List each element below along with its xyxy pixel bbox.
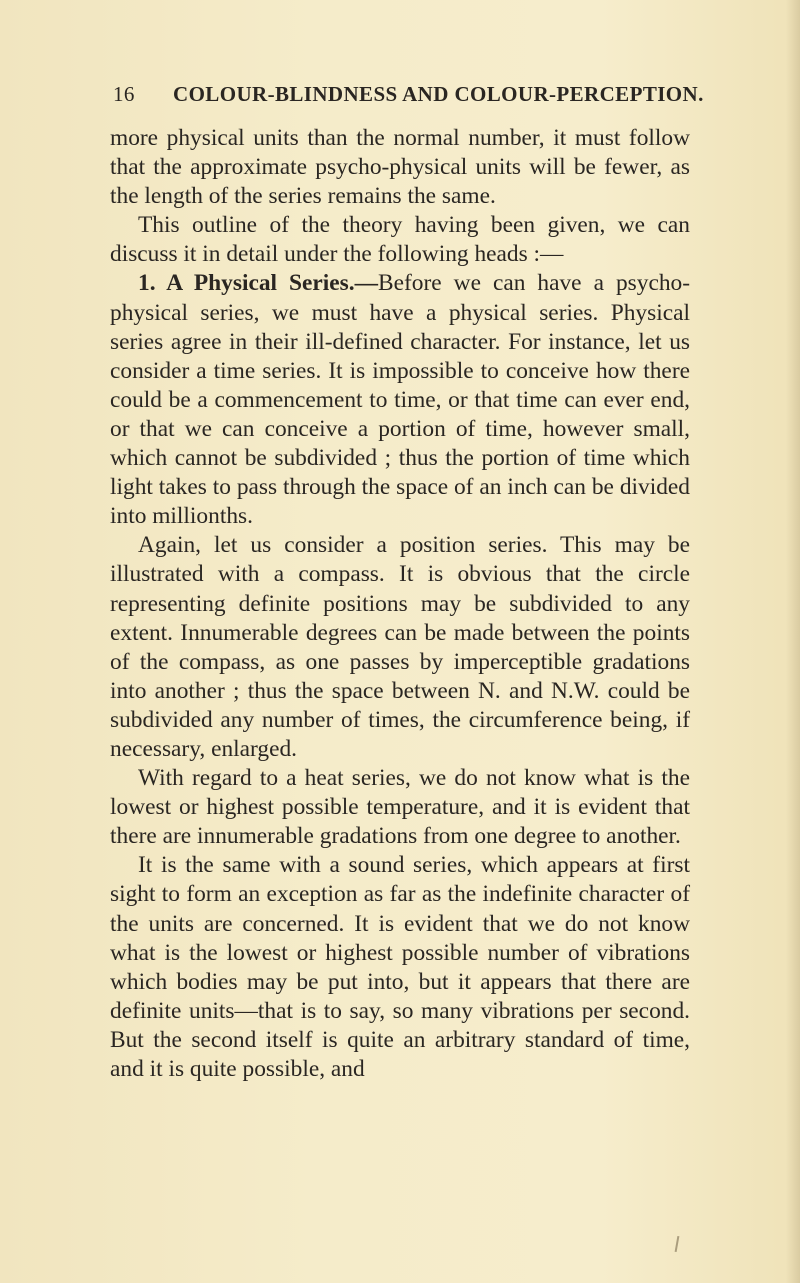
body-text bbox=[110, 124, 690, 1084]
paragraph: With regard to a heat series, we do not know what is the lowest or highest possible temperature, and it is evident that there are innumerable gradations from one degree to another. bbox=[110, 765, 690, 850]
page-number: 16 bbox=[113, 82, 135, 106]
paragraph-continued: more physical units than the normal number, it must follow that the approximate psycho-physical units will be fewer, as the length of the series remains the same. bbox=[110, 125, 690, 210]
paragraph-section-1 bbox=[110, 269, 690, 531]
paragraph: This outline of the theory having been given, we can discuss it in detail under the following heads :— bbox=[110, 212, 690, 268]
section-heading: 1. A Physical Series.— bbox=[138, 270, 379, 297]
ink-mark bbox=[675, 1236, 680, 1252]
section-1-text: Before we can have a psycho-physical series, we must have a physical series. Physical series agree in their ill-defined character. For instance, let us consider a time series. It is impossible to conceive how there could be a commencement to time, or that time can ever end, or that we can conceive a portion of time, however small, which cannot be subdivided ; thus the portion of time which light takes to pass through the space of an inch can be divided into millionths. bbox=[110, 270, 691, 530]
paragraph: It is the same with a sound series, which appears at first sight to form an exception as far as the indefinite character of the units are concerned. It is evident that we do not know what is the lowest or highest possible number of vibrations which bodies may be put into, but it appears that there are definite units—that is to say, so many vibrations per second. But the second itself is quite an arbitrary standard of time, and it is quite possible, and bbox=[110, 852, 690, 1082]
running-head bbox=[113, 82, 704, 112]
running-title: COLOUR-BLINDNESS AND COLOUR-PERCEPTION. bbox=[173, 82, 704, 106]
page-edge-shadow bbox=[786, 0, 800, 1283]
paragraph: Again, let us consider a position series. This may be illustrated with a compass. It is obvious that the circle representing definite positions may be subdivided to any extent. Innumerable degrees can be made between the points of the compass, as one passes by imperceptible gradations into another ; thus the space between N. and N.W. could be subdivided any number of times, the circumference being, if necessary, enlarged. bbox=[110, 532, 690, 762]
